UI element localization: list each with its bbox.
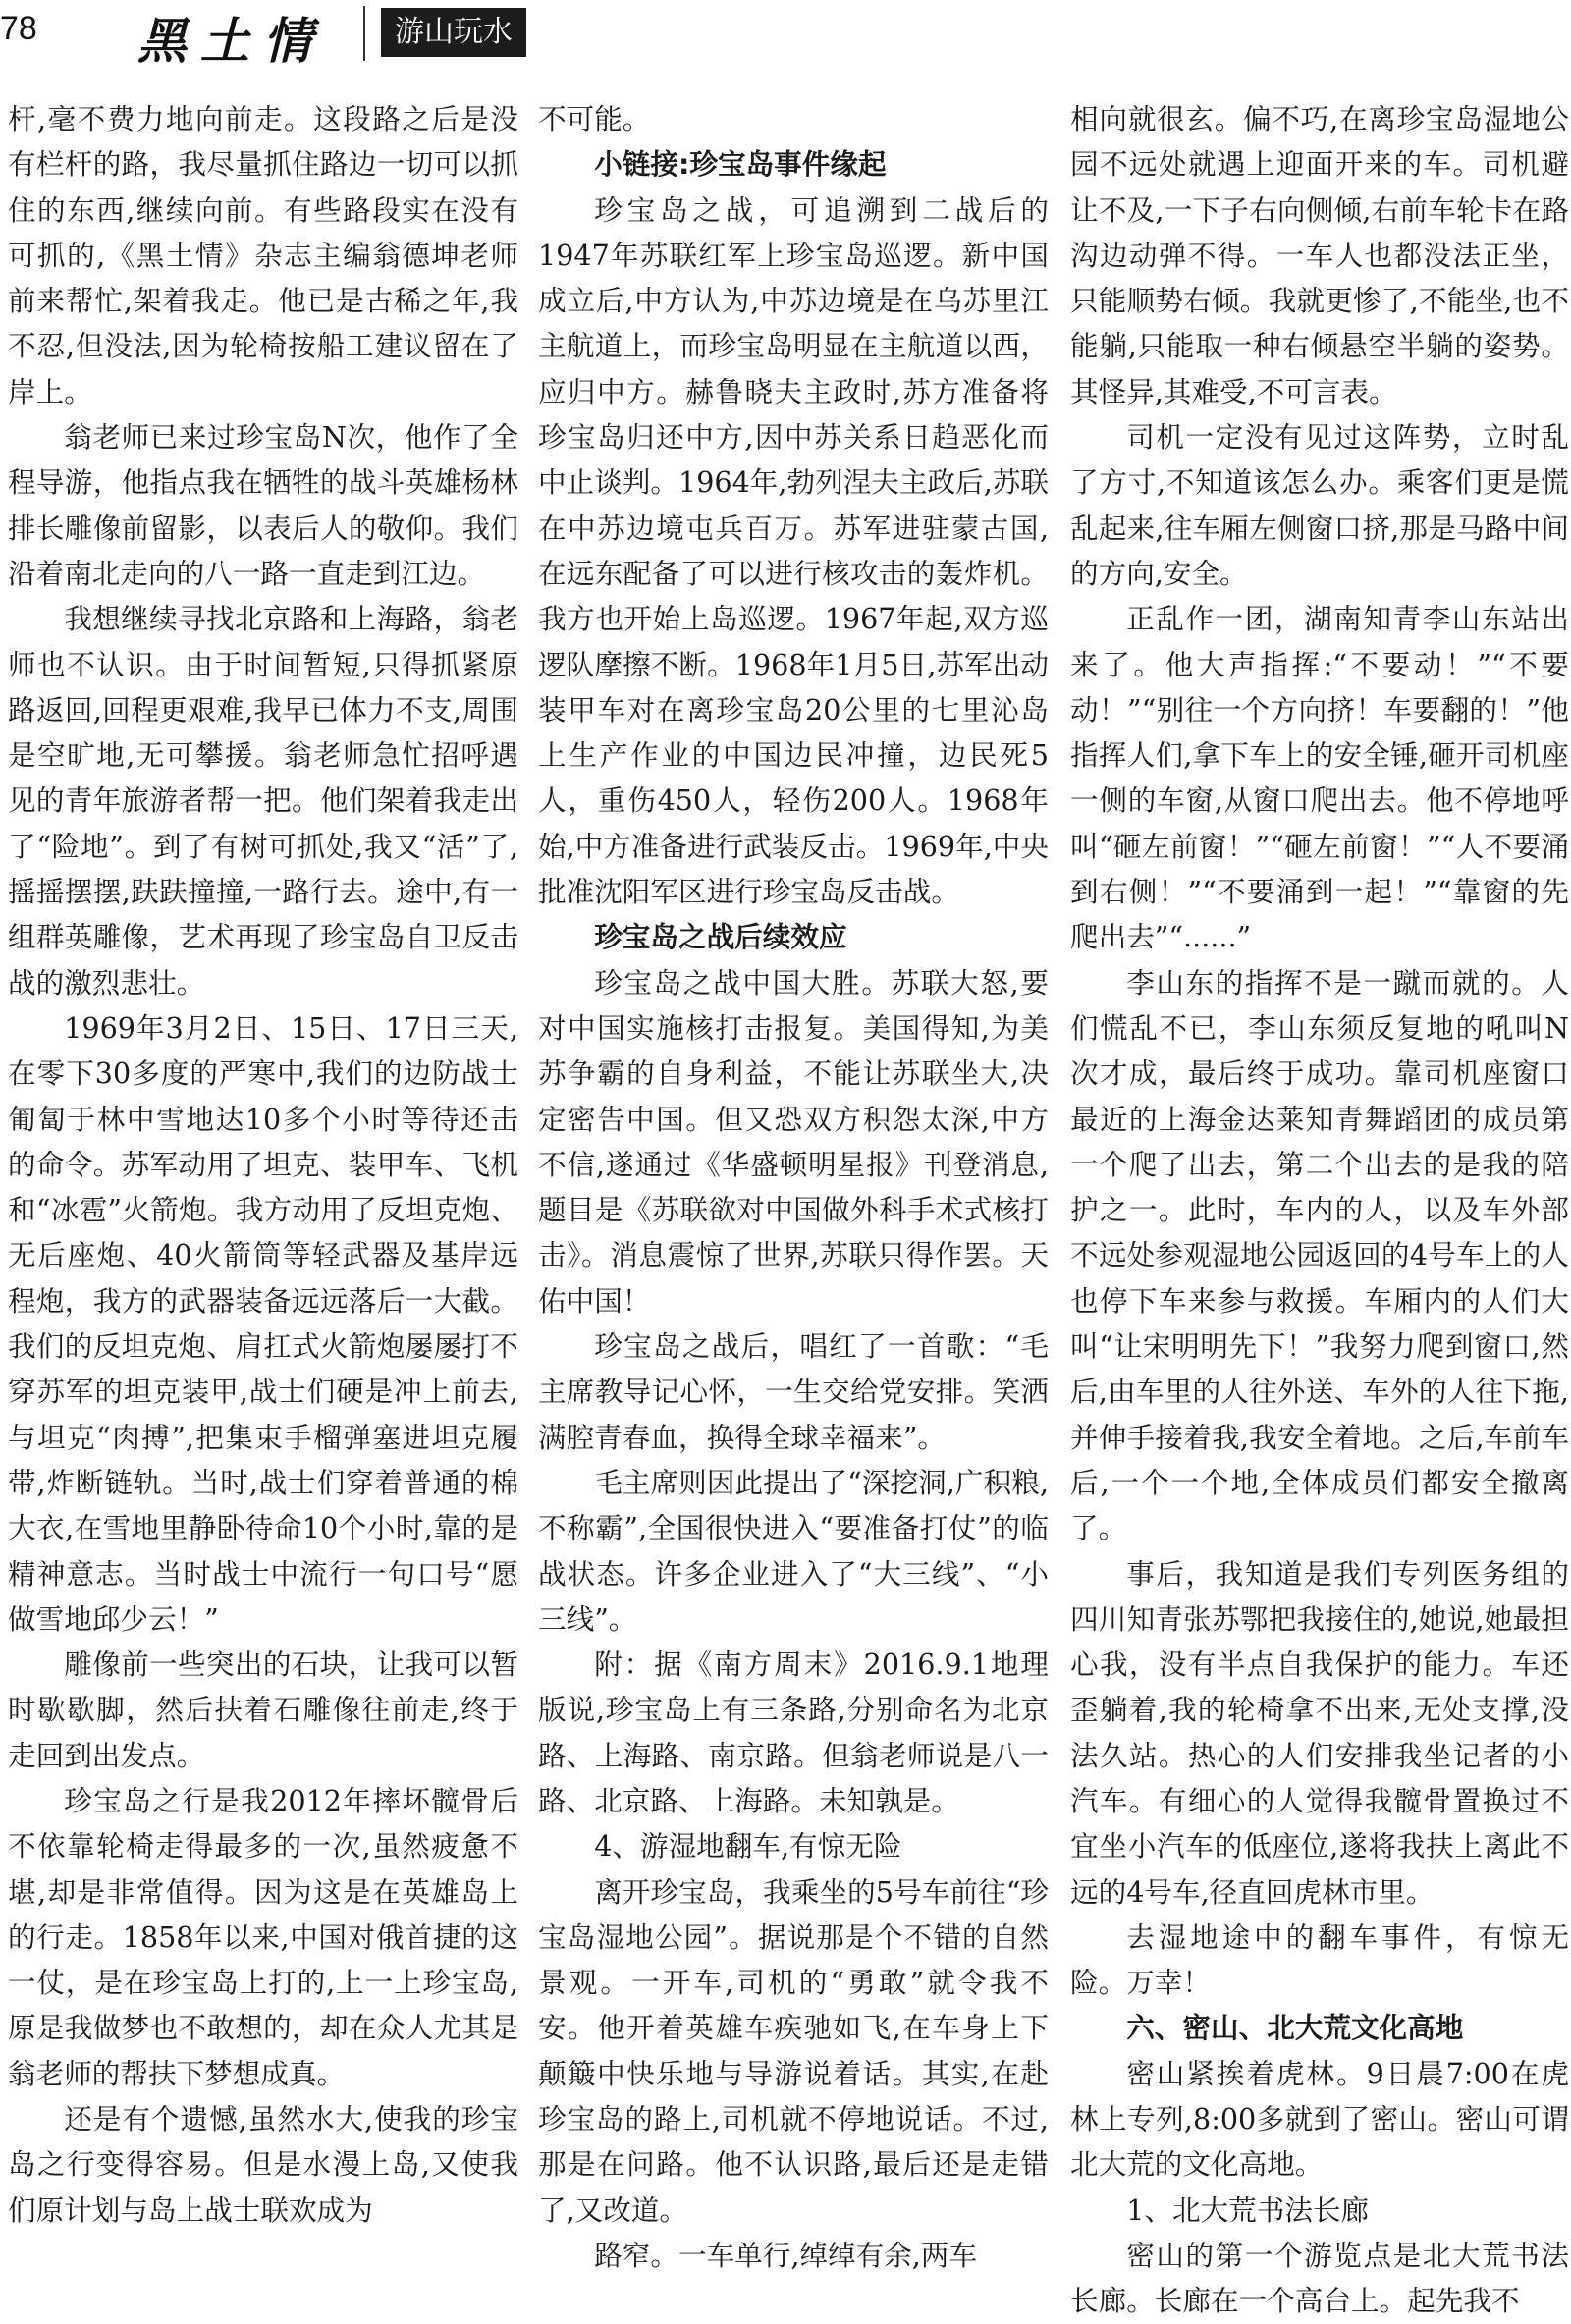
paragraph: 正乱作一团，湖南知青李山东站出来了。他大声指挥:“不要动！”“不要动！”“别往一个方向挤！车要翻的！”他指挥人们,拿下车上的安全锤,砸开司机座一侧的车窗,从窗口爬出去。他不停地呼叫“砸左前窗！”“砸左前窗！”“人不要涌到右侧！”“不要涌到一起！”“靠窗的先爬出去”“......” bbox=[1070, 602, 1569, 954]
article-body bbox=[0, 96, 1571, 2318]
paragraph: 去湿地途中的翻车事件，有惊无险。万幸！ bbox=[1070, 1919, 1569, 2000]
paragraph: 李山东的指挥不是一蹴而就的。人们慌乱不已，李山东须反复地的吼叫N次才成，最后终于成功。靠司机座窗口最近的上海金达莱知青舞蹈团的成员第一个爬了出去，第二个出去的是我的陪护之一。此时，车内的人，以及车外部不远处参观湿地公园返回的4号车上的人也停下车来参与救援。车厢内的人们大叫“让宋明明先下！”我努力爬到窗口,然后,由车里的人往外送、车外的人往下拖,并伸手接着我,我安全着地。之后,车前车后,一个一个地,全体成员们都安全撤离了。 bbox=[1070, 965, 1569, 1545]
section-heading: 小链接:珍宝岛事件缘起 bbox=[594, 147, 887, 182]
paragraph: 事后，我知道是我们专列医务组的四川知青张苏鄂把我接住的,她说,她最担心我，没有半点自我保护的能力。车还歪躺着,我的轮椅拿不出来,无处支撑,没法久站。热心的人们安排我坐记者的小汽车。有细心的人觉得我髋骨置换过不宜坐小汽车的低座位,遂将我扶上离此不远的4号车,径直回虎林市里。 bbox=[1070, 1556, 1569, 1909]
paragraph: 离开珍宝岛，我乘坐的5号车前往“珍宝岛湿地公园”。据说那是个不错的自然景观。一开车,司机的“勇敢”就令我不安。他开着英雄车疾驰如飞,在车身上下颠簸中快乐地与导游说着话。其实,在赴珍宝岛的路上,司机就不停地说话。不过,那是在问路。他不认识路,最后还是走错了,又改道。 bbox=[538, 1874, 1049, 2227]
paragraph: 珍宝岛之战后，唱红了一首歌：“毛主席教导记心怀，一生交给党安排。笑洒满腔青春血，换得全球幸福来”。 bbox=[538, 1329, 1049, 1454]
paragraph: 路窄。一车单行,绰绰有余,两车 bbox=[594, 2238, 978, 2272]
section-tag: 游山玩水 bbox=[381, 8, 526, 57]
paragraph: 杆,毫不费力地向前走。这段路之后是没有栏杆的路，我尽量抓住路边一切可以抓住的东西,继续向前。有些路段实在没有可抓的,《黑土情》杂志主编翁德坤老师前来帮忙,架着我走。他已是古稀之年,我不忍,但没法,因为轮椅按船工建议留在了岸上。 bbox=[8, 102, 518, 408]
paragraph: 雕像前一些突出的石块，让我可以暂时歇歇脚，然后扶着石雕像往前走,终于走回到出发点。 bbox=[8, 1648, 518, 1772]
paragraph: 毛主席则因此提出了“深挖洞,广积粮,不称霸”,全国很快进入“要准备打仗”的临战状态。许多企业进入了“大三线”、“小三线”。 bbox=[538, 1465, 1049, 1636]
paragraph: 还是有个遗憾,虽然水大,使我的珍宝岛之行变得容易。但是水漫上岛,又使我们原计划与岛上战士联欢成为 bbox=[8, 2102, 518, 2227]
paragraph: 密山紧挨着虎林。9日晨7:00在虎林上专列,8:00多就到了密山。密山可谓北大荒的文化高地。 bbox=[1070, 2056, 1569, 2182]
section-heading: 六、密山、北大荒文化高地 bbox=[1126, 2011, 1464, 2045]
section-heading: 珍宝岛之战后续效应 bbox=[594, 920, 847, 954]
column-3 bbox=[1070, 96, 1569, 2318]
subsection-heading: 4、游湿地翻车,有惊无险 bbox=[594, 1829, 902, 1864]
paragraph: 珍宝岛之行是我2012年摔坏髋骨后不依靠轮椅走得最多的一次,虽然疲惫不堪,却是非常值得。因为这是在英雄岛上的行走。1858年以来,中国对俄首捷的这一仗，是在珍宝岛上打的,上一上珍宝岛,原是我做梦也不敢想的，却在众人尤其是翁老师的帮扶下梦想成真。 bbox=[8, 1783, 518, 2090]
magazine-logo: 黑土情 bbox=[137, 12, 326, 70]
paragraph: 翁老师已来过珍宝岛N次，他作了全程导游，他指点我在牺牲的战斗英雄杨林排长雕像前留影，以表后人的敬仰。我们沿着南北走向的八一路一直走到江边。 bbox=[8, 420, 518, 590]
subsection-heading: 1、北大荒书法长廊 bbox=[1126, 2192, 1370, 2227]
paragraph: 相向就很玄。偏不巧,在离珍宝岛湿地公园不远处就遇上迎面开来的车。司机避让不及,一下子右向侧倾,右前车轮卡在路沟边动弹不得。一车人也都没法正坐，只能顺势右倾。我就更惨了,不能坐,也不能躺,只能取一种右倾悬空半躺的姿势。其怪异,其难受,不可言表。 bbox=[1070, 102, 1569, 408]
paragraph: 珍宝岛之战中国大胜。苏联大怒,要对中国实施核打击报复。美国得知,为美苏争霸的自身利益，不能让苏联坐大,决定密告中国。但又恐双方积怨太深,中方不信,遂通过《华盛顿明星报》刊登消息,题目是《苏联欲对中国做外科手术式核打击》。消息震惊了世界,苏联只得作罢。天佑中国！ bbox=[538, 965, 1049, 1318]
paragraph: 珍宝岛之战，可追溯到二战后的1947年苏联红军上珍宝岛巡逻。新中国成立后,中方认为,中苏边境是在乌苏里江主航道上，而珍宝岛明显在主航道以西，应归中方。赫鲁晓夫主政时,苏方准备将珍宝岛归还中方,因中苏关系日趋恶化而中止谈判。1964年,勃列涅夫主政后,苏联在中苏边境屯兵百万。苏军进驻蒙古国,在远东配备了可以进行核攻击的轰炸机。我方也开始上岛巡逻。1967年起,双方巡逻队摩擦不断。1968年1月5日,苏军出动装甲车对在离珍宝岛20公里的七里沁岛上生产作业的中国边民冲撞，边民死5人，重伤450人，轻伤200人。1968年始,中方准备进行武装反击。1969年,中央批准沈阳军区进行珍宝岛反击战。 bbox=[538, 192, 1049, 909]
page-header bbox=[0, 0, 1571, 90]
column-2 bbox=[538, 96, 1049, 2272]
paragraph: 司机一定没有见过这阵势，立时乱了方寸,不知道该怎么办。乘客们更是慌乱起来,往车厢左侧窗口挤,那是马路中间的方向,安全。 bbox=[1070, 420, 1569, 590]
paragraph: 我想继续寻找北京路和上海路，翁老师也不认识。由于时间暂短,只得抓紧原路返回,回程更艰难,我早已体力不支,周围是空旷地,无可攀援。翁老师急忙招呼遇见的青年旅游者帮一把。他们架着我走出了“险地”。到了有树可抓处,我又“活”了,摇摇摆摆,趺趺撞撞,一路行去。途中,有一组群英雕像，艺术再现了珍宝岛自卫反击战的激烈悲壮。 bbox=[8, 602, 518, 1000]
paragraph: 不可能。 bbox=[538, 102, 651, 135]
paragraph: 附：据《南方周末》2016.9.1地理版说,珍宝岛上有三条路,分别命名为北京路、上海路、南京路。但翁老师说是八一路、北京路、上海路。未知孰是。 bbox=[538, 1648, 1049, 1817]
column-1 bbox=[8, 96, 518, 2255]
paragraph: 1969年3月2日、15日、17日三天,在零下30多度的严寒中,我们的边防战士匍匐于林中雪地达10多个小时等待还击的命令。苏军动用了坦克、装甲车、飞机和“冰雹”火箭炮。我方动用了反坦克炮、无后座炮、40火箭筒等轻武器及基岸远程炮，我方的武器装备远远落后一大截。我们的反坦克炮、肩扛式火箭炮屡屡打不穿苏军的坦克装甲,战士们硬是冲上前去,与坦克“肉搏”,把集束手榴弹塞进坦克履带,炸断链轨。当时,战士们穿着普通的棉大衣,在雪地里静卧待命10个小时,靠的是精神意志。当时战士中流行一句口号“愿做雪地邱少云！” bbox=[8, 1010, 518, 1636]
paragraph: 密山的第一个游览点是北大荒书法长廊。长廊在一个高台上。起先我不 bbox=[1070, 2238, 1569, 2318]
page-number: 78 bbox=[0, 10, 37, 47]
header-divider bbox=[363, 6, 365, 61]
